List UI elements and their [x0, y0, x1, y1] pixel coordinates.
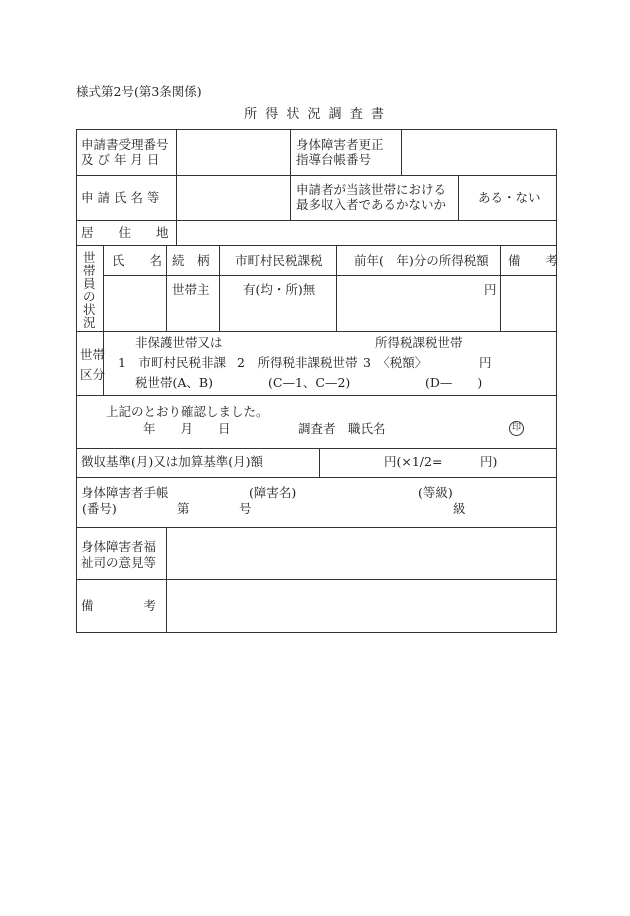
- address-field[interactable]: [177, 221, 555, 244]
- row-divider: [76, 448, 557, 449]
- confirmation-statement: 上記のとおり確認しました。: [106, 404, 269, 419]
- receipt-number-label: 申請書受理番号 及 び 年 月 日: [81, 137, 169, 167]
- form-number: 様式第2号(第3条関係): [76, 84, 202, 99]
- confirmation-date[interactable]: 年 月 日: [143, 421, 231, 436]
- classification-line3-left: 税世帯(A、B): [135, 375, 213, 390]
- handbook-dai: 第: [177, 501, 190, 516]
- row-divider: [76, 331, 557, 332]
- welfare-opinion-field[interactable]: [167, 528, 555, 578]
- notebook-number-field[interactable]: [402, 130, 555, 174]
- handbook-grade-label: (等級): [418, 485, 453, 500]
- col-divider: [290, 129, 291, 175]
- address-label: 居 住 地: [81, 225, 169, 240]
- table-border-right: [556, 129, 557, 633]
- household-income-tax-yen: 円: [484, 282, 497, 297]
- col-header-remarks: 備 考: [508, 253, 559, 268]
- notebook-number-label: 身体障害者更正 指導台帳番号: [296, 137, 384, 167]
- classification-side-label: 世帯 区分: [80, 347, 106, 382]
- col-divider: [336, 245, 337, 331]
- remarks-label: 備 考: [81, 598, 157, 613]
- col-divider: [458, 175, 459, 220]
- handbook-kyu: 級: [453, 501, 466, 516]
- household-remarks-field[interactable]: [501, 276, 555, 330]
- household-side-label: 世 帯 員 の 状 況: [83, 250, 96, 330]
- max-income-answer[interactable]: ある・ない: [478, 190, 541, 205]
- col-header-name: 氏 名: [112, 253, 163, 268]
- col-divider: [319, 448, 320, 477]
- col-divider: [219, 245, 220, 331]
- row-divider: [76, 245, 557, 246]
- max-income-question: 申請者が当該世帯における 最多収入者であるかないか: [296, 182, 447, 212]
- classification-item-1[interactable]: 1 市町村民税非課: [118, 355, 226, 370]
- investigator-label: 調査者 職氏名: [298, 421, 386, 436]
- row-divider: [76, 477, 557, 478]
- household-header-divider: [103, 275, 557, 276]
- classification-line3-mid: (C—1、C—2): [268, 375, 351, 390]
- handbook-go: 号: [239, 501, 252, 516]
- household-relation-value: 世帯主: [172, 282, 210, 297]
- handbook-number-label: (番号): [82, 501, 117, 516]
- col-header-income-tax: 前年( 年)分の所得税額: [354, 253, 489, 268]
- collection-standard-label: 徴収基準(月)又は加算基準(月)額: [81, 454, 264, 469]
- handbook-disability-name-label: (障害名): [249, 485, 297, 500]
- receipt-number-field[interactable]: [177, 130, 289, 174]
- classification-item-2[interactable]: 2 所得税非課税世帯: [237, 355, 358, 370]
- welfare-opinion-label: 身体障害者福 祉司の意見等: [81, 539, 157, 570]
- table-border-left: [76, 129, 77, 633]
- col-divider: [290, 175, 291, 220]
- applicant-name-field[interactable]: [177, 176, 289, 219]
- table-border-bottom: [76, 632, 557, 633]
- row-divider: [76, 395, 557, 396]
- household-name-field[interactable]: [104, 276, 165, 330]
- classification-line1-right: 所得税課税世帯: [375, 335, 463, 350]
- classification-item-3[interactable]: 3 〈税額〉: [363, 355, 428, 370]
- classification-line3-right: (D— ): [425, 375, 483, 390]
- col-divider: [166, 245, 167, 331]
- classification-line1-left: 非保護世帯又は: [135, 335, 223, 350]
- handbook-title: 身体障害者手帳: [81, 485, 169, 500]
- remarks-field[interactable]: [167, 580, 555, 631]
- household-municipal-tax-value[interactable]: 有(均・所)無: [243, 282, 316, 297]
- col-header-municipal-tax: 市町村民税課税: [235, 253, 323, 268]
- collection-standard-value[interactable]: 円(×1/2= 円): [384, 454, 498, 469]
- document-title: 所 得 状 況 調 査 書: [244, 107, 386, 122]
- row-divider: [76, 175, 557, 176]
- col-header-relation: 続 柄: [172, 253, 210, 268]
- applicant-name-label: 申 請 氏 名 等: [81, 190, 160, 205]
- classification-yen: 円: [479, 355, 492, 370]
- seal-mark-icon: 印: [509, 421, 524, 436]
